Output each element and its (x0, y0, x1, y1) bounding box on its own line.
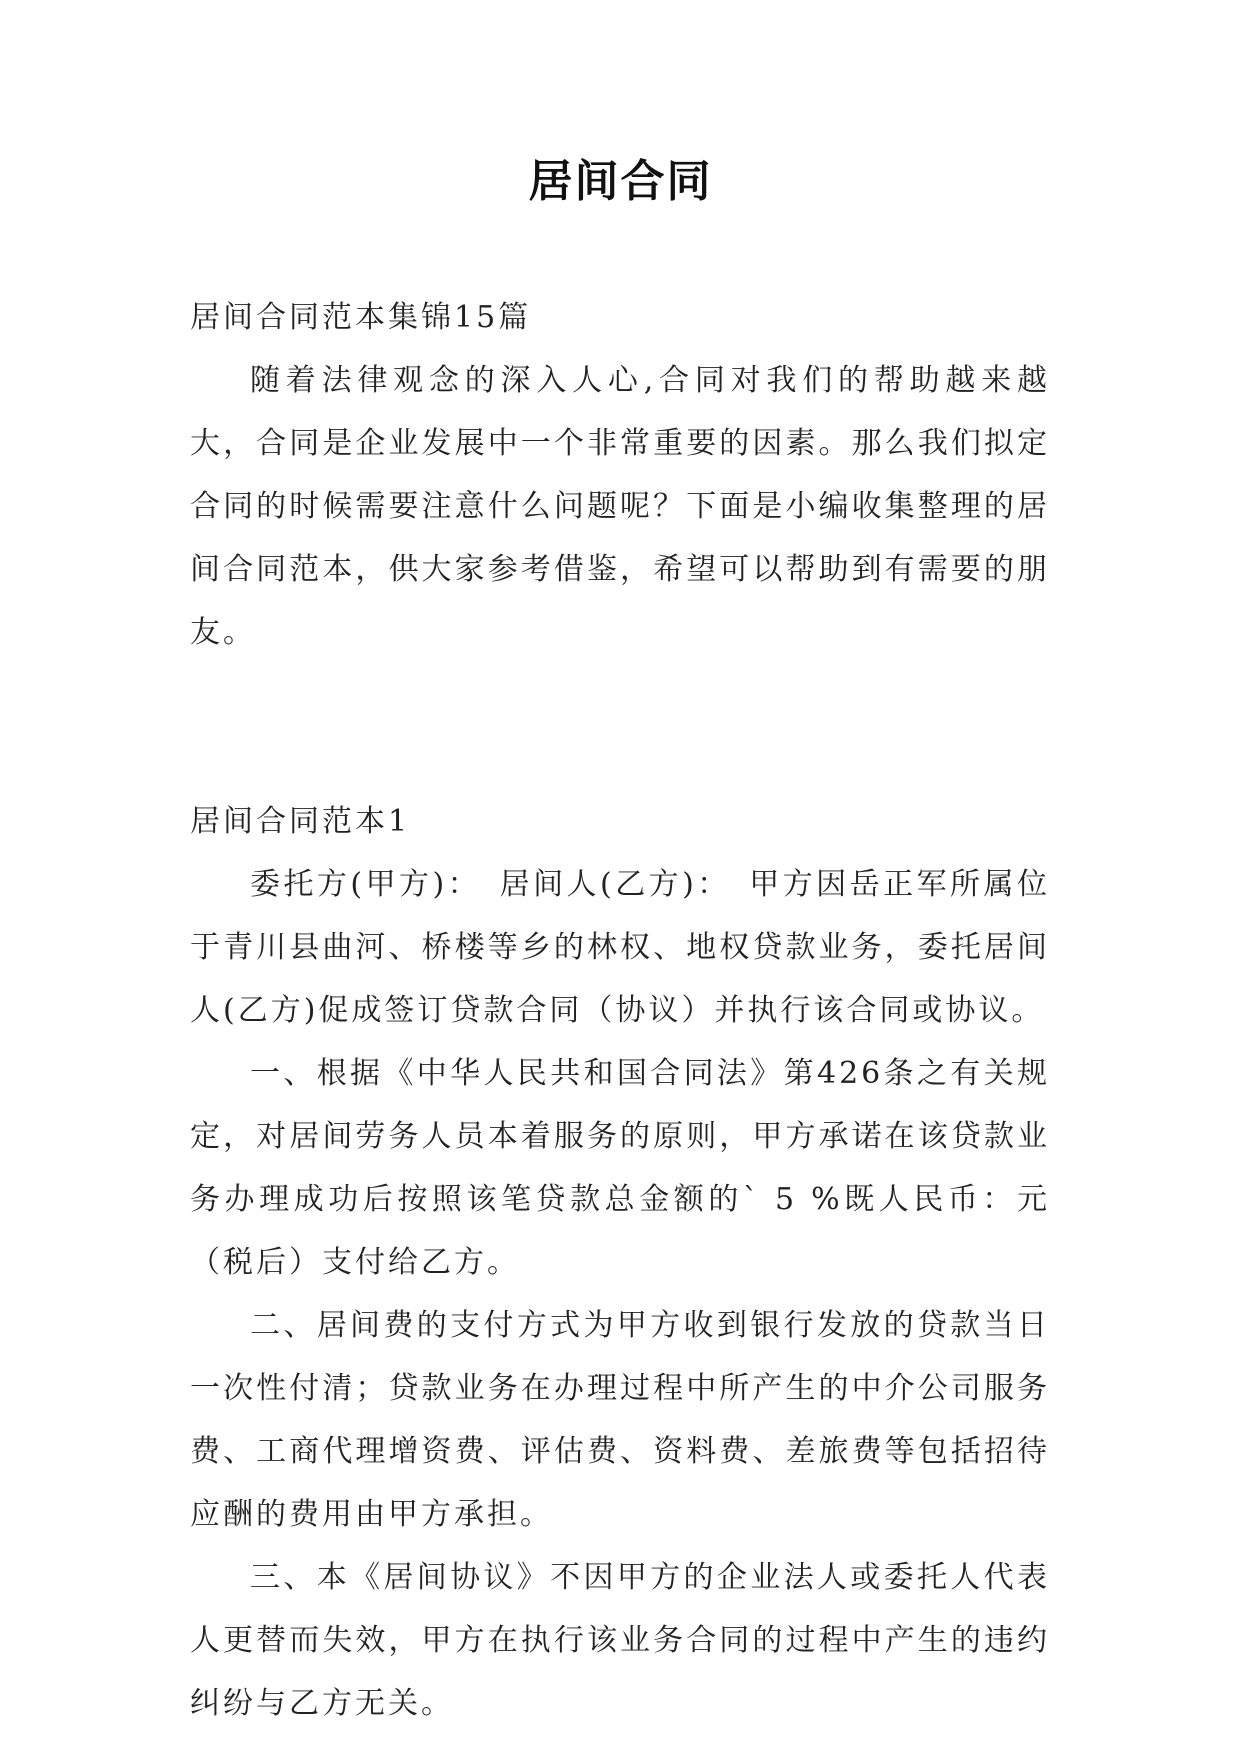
document-title: 居间合同 (528, 156, 713, 207)
contract-clause-2: 二、居间费的支付方式为甲方收到银行发放的贷款当日一次性付清；贷款业务在办理过程中所产生的中介公司服务费、工商代理增资费、评估费、资料费、差旅费等包括招待应酬的费用由甲方承担。 (190, 1308, 1050, 1532)
contract-paragraph-parties: 委托方(甲方)： 居间人(乙方)： 甲方因岳正军所属位于青川县曲河、桥楼等乡的林权、地权贷款业务，委托居间人(乙方)促成签订贷款合同（协议）并执行该合同或协议。 (190, 867, 1050, 1028)
document-body (190, 286, 1050, 1735)
contract-clause-1: 一、根据《中华人民共和国合同法》第426条之有关规定，对居间劳务人员本着服务的原则，甲方承诺在该贷款业务办理成功后按照该笔贷款总金额的` 5 %既人民币：元（税后）支付给乙方。 (190, 1056, 1050, 1280)
collection-subtitle: 居间合同范本集锦15篇 (190, 300, 532, 335)
section-heading: 居间合同范本1 (190, 804, 411, 839)
intro-paragraph: 随着法律观念的深入人心,合同对我们的帮助越来越大，合同是企业发展中一个非常重要的因素。那么我们拟定合同的时候需要注意什么问题呢？下面是小编收集整理的居间合同范本，供大家参考借鉴，希望可以帮助到有需要的朋友。 (190, 363, 1050, 650)
contract-clause-3: 三、本《居间协议》不因甲方的企业法人或委托人代表人更替而失效，甲方在执行该业务合同的过程中产生的违约纠纷与乙方无关。 (190, 1560, 1050, 1721)
section-spacer (190, 664, 1050, 790)
